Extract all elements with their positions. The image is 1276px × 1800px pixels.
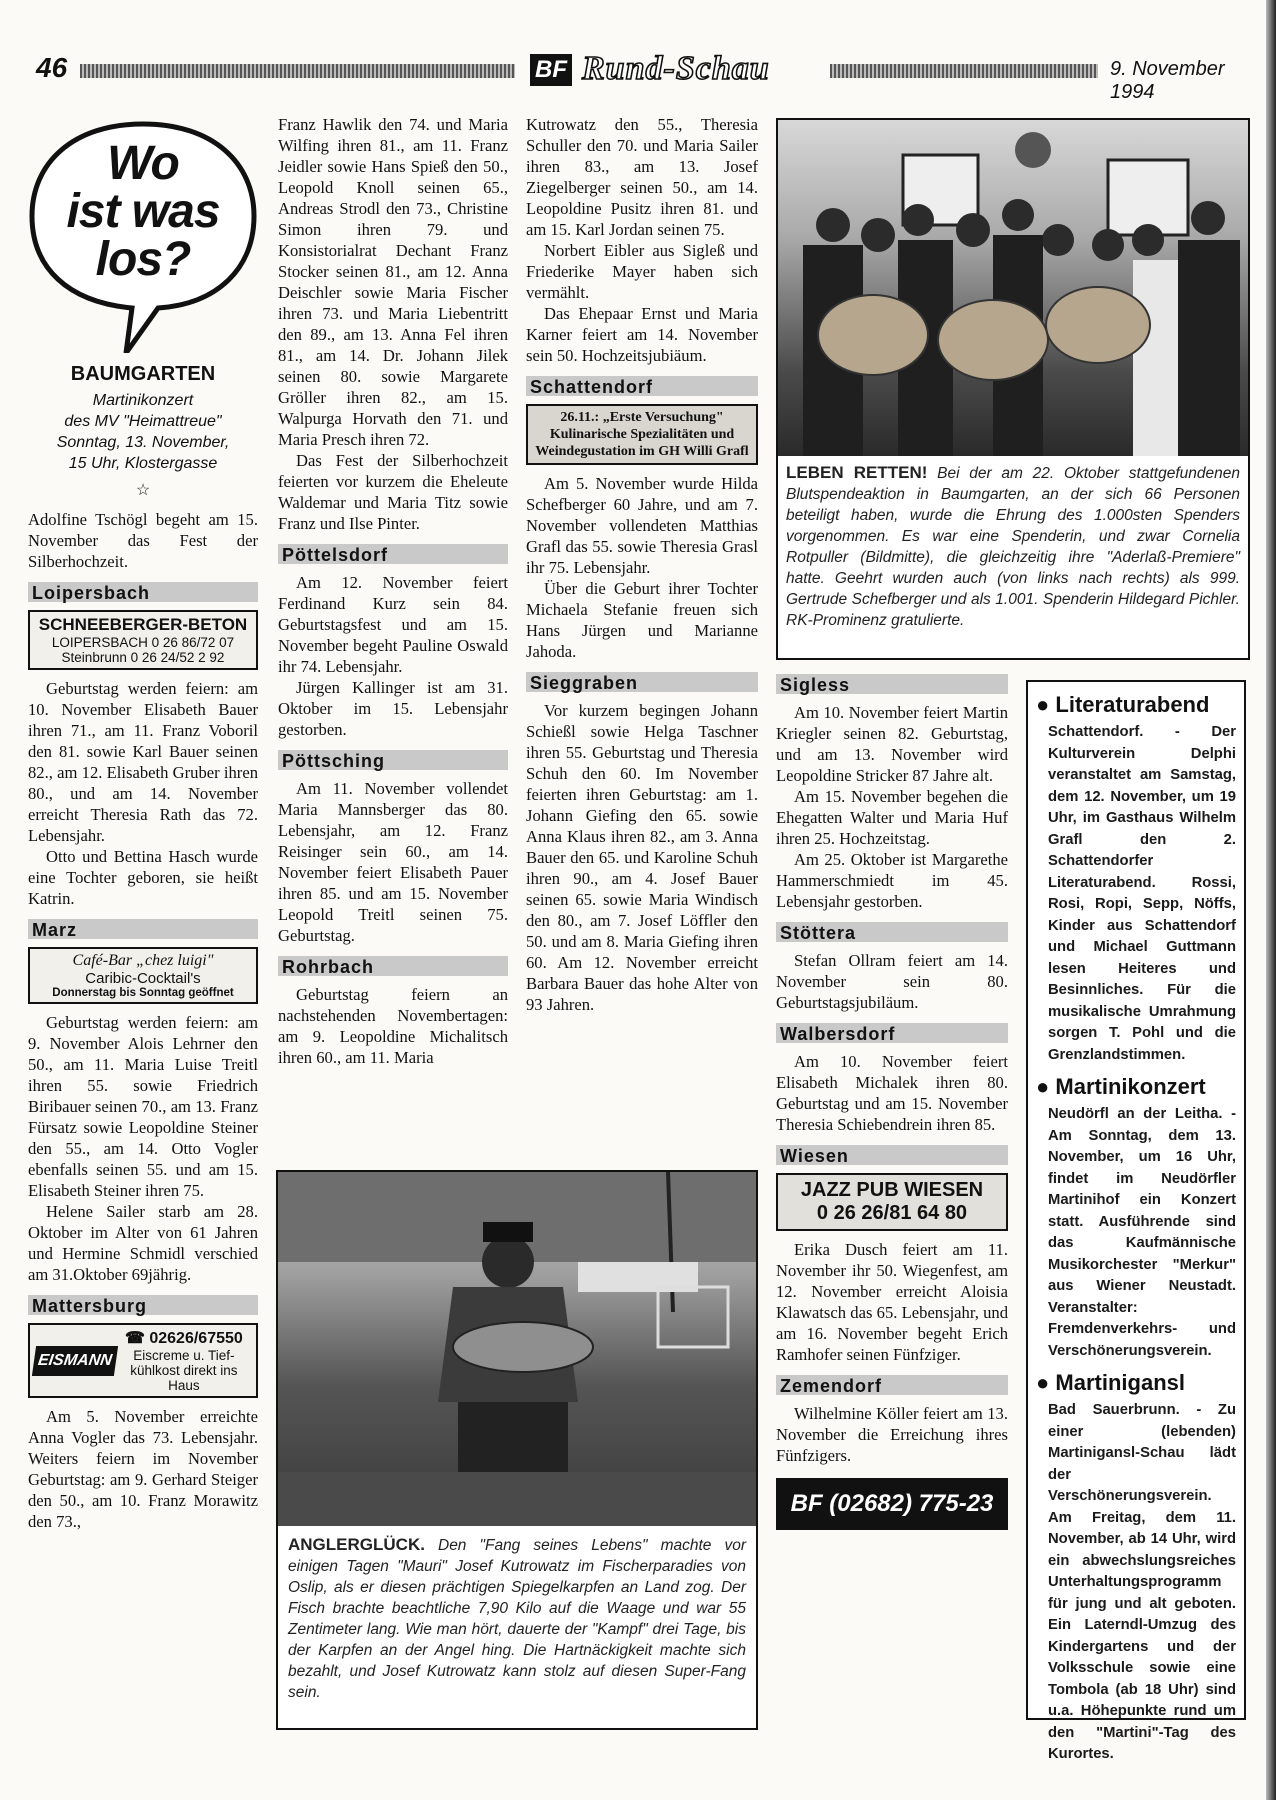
bubble-line-3: los?	[95, 233, 191, 286]
section-loipersbach: Loipersbach	[28, 582, 258, 602]
bubble-line-2: ist was	[66, 185, 220, 238]
event-heading: ● Literaturabend	[1036, 692, 1210, 717]
section-rohrbach: Rohrbach	[278, 956, 508, 976]
angler-photo-illustration	[278, 1172, 756, 1526]
zemendorf-paragraph: Wilhelmine Köller feiert am 13. November die Erreichung ihres Fünfzigers.	[776, 1404, 1008, 1465]
header-rule-left	[80, 64, 515, 78]
section-mattersburg: Mattersburg	[28, 1295, 258, 1315]
bubble-line-1: Wo	[107, 137, 179, 190]
poettelsdorf-paragraph: Jürgen Kallinger ist am 31. Oktober im 15. Lebensjahr gestorben.	[278, 678, 508, 739]
wiesen-paragraph: Erika Dusch feiert am 11. November ihr 50. Wiegenfest, am 12. November erreicht Aloisia Klawatsch das 65. Lebensjahr, und am 16. November begeht Erich Ramhofer seinen Fünfziger.	[776, 1240, 1008, 1364]
col3-paragraph: Das Ehepaar Ernst und Maria Karner feiert am 14. November sein 50. Hochzeitsjubiäum.	[526, 304, 758, 365]
logo-text: Rund-Schau	[582, 50, 770, 87]
baumgarten-event	[28, 390, 258, 474]
event-text: Neudörfl an der Leitha. - Am Sonntag, dem 13. November, um 16 Uhr, findet im Neudörfler Martinihof ein Konzert statt. Ausführende sind das Kaufmännische Musikorchester "Merkur" aus Wiener Neustadt. Veranstalter: Fremdenverkehrs- und Verschönerungsverein.	[1048, 1106, 1236, 1359]
ad-line: Donnerstag bis Sonntag geöffnet	[52, 987, 234, 999]
page-number: 46	[36, 52, 68, 83]
events-box	[1026, 680, 1246, 1762]
section-schattendorf: Schattendorf	[526, 376, 758, 396]
ad-script: Café-Bar „chez luigi"	[72, 952, 214, 969]
logo-badge: BF	[530, 54, 572, 86]
event-line: Sonntag, 13. November,	[56, 434, 230, 451]
event-line: des MV "Heimattreue"	[64, 413, 222, 430]
ad-line: Eiscreme u. Tief-	[133, 1348, 235, 1363]
col2-paragraph: Das Fest der Silberhochzeit feierten vor kurzem die Eheleute Waldemar und Maria Titz sowie Franz und Ilse Pinter.	[278, 451, 508, 533]
photo-angler	[278, 1172, 756, 1526]
marz-paragraph: Helene Sailer starb am 28. Oktober im Alter von 61 Jahren und Hermine Schmidl verschied am 31.Oktober 69jährig.	[28, 1202, 258, 1284]
ad-line: Steinbrunn 0 26 24/52 2 92	[61, 650, 225, 665]
marz-paragraph: Geburtstag werden feiern: am 9. November Alois Lehrner den 50., am 11. Maria Luise Treitl ihren 55. sowie Friedrich Biribauer seinen 70., am 13. Franz Fürsatz sowie Leopoldine Steiner den 55., am 14. Otto Vogler ebenfalls seinen 55. und am 15. Elisabeth Steiner ihren 75.	[28, 1013, 258, 1200]
col3-paragraph: Kutrowatz den 55., Theresia Schuller den 70. und Maria Sailer ihren 83., am 13. Josef Ziegelberger seinen 50., am 14. Leopoldine Pusitz ihren 81. und am 15. Karl Jordan seinen 75.	[526, 115, 758, 239]
ad-line: 26.11.: „Erste Versuchung"	[560, 410, 724, 425]
logo	[530, 52, 820, 90]
caption-title: ANGLERGLÜCK.	[288, 1535, 425, 1554]
ad-line: LOIPERSBACH 0 26 86/72 07	[51, 635, 235, 650]
ad-jazz-pub	[776, 1173, 1008, 1231]
ad-line: Weindegustation im GH Willi Grafl	[535, 444, 749, 459]
sigless-paragraph: Am 15. November begehen die Ehegatten Walter und Maria Huf ihren 25. Hochzeitstag.	[776, 787, 1008, 848]
column-1	[28, 118, 258, 1532]
ad-schneeberger	[28, 610, 258, 670]
poettsching-paragraph: Am 11. November vollendet Maria Mannsberger das 80. Lebensjahr, am 12. Franz Reisinger sein 60., am 14. November feiert Elisabeth Pauer ihren 85. und am 15. November Leopold Treitl seinen 75. Geburtstag.	[278, 779, 508, 945]
star-divider: ☆	[135, 480, 151, 499]
event-line: 15 Uhr, Klostergasse	[68, 455, 218, 472]
section-poettelsdorf: Pöttelsdorf	[278, 544, 508, 564]
section-zemendorf: Zemendorf	[776, 1375, 1008, 1395]
event-title: Literaturabend	[1055, 692, 1210, 717]
event-line: Martinikonzert	[92, 392, 194, 409]
schattendorf-paragraph: Über die Geburt ihrer Tochter Michaela Stefanie freuen sich Hans Jürgen und Marianne Jahoda.	[526, 579, 758, 661]
ad-eismann	[28, 1323, 258, 1398]
ad-title: JAZZ PUB WIESEN	[800, 1179, 984, 1201]
column-3	[526, 114, 758, 1015]
column-2	[278, 114, 508, 1068]
poettelsdorf-paragraph: Am 12. November feiert Ferdinand Kurz sein 84. Geburtstagsfest und am 15. November begeht Pauline Oswald ihr 74. Lebensjahr.	[278, 573, 508, 676]
loipersbach-paragraph: Otto und Bettina Hasch wurde eine Tochter geboren, sie heißt Katrin.	[28, 847, 258, 908]
ad-bf-phone: BF (02682) 775-23	[776, 1478, 1008, 1530]
section-marz: Marz	[28, 919, 258, 939]
speech-bubble	[28, 118, 258, 353]
event-title: Martinikonzert	[1055, 1074, 1206, 1099]
loipersbach-paragraph: Geburtstag werden feiern: am 10. November Elisabeth Bauer ihren 71., am 11. Franz Voboril den 81. sowie Karl Bauer seinen 82., am 12. Elisabeth Gruber ihren 80., und am 14. November erreicht Theresia Rath das 72. Lebensjahr.	[28, 679, 258, 845]
sieggraben-paragraph: Vor kurzem begingen Johann Schießl sowie Helga Taschner ihren 55. Geburtstag und Theresia Schuh den 60. Im November feierten ihren Geburtstag: am 1. Johann Giefing den 65. sowie Anna Klaus ihren 82., am 3. Anna Bauer den 65. und Karoline Schuh ihren 90., am 4. Josef Bauer seinen 65. sowie Maria Windisch den 80., am 7. Josef Löffler den 50. und am 8. Maria Giefing ihren 60. Am 12. November erreicht Barbara Bauer das hohe Alter von 93 Jahren.	[526, 701, 758, 1014]
photo-angler-caption	[278, 1526, 756, 1703]
photo-blood-donation-frame	[776, 118, 1250, 660]
header-rule-right	[830, 64, 1098, 78]
section-wiesen: Wiesen	[776, 1145, 1008, 1165]
bubble-text	[28, 137, 258, 286]
photo-angler-frame	[276, 1170, 758, 1730]
sigless-paragraph: Am 25. Oktober ist Margarethe Hammerschmiedt im 45. Lebensjahr gestorben.	[776, 850, 1008, 911]
ad-phone: ☎ 02626/67550	[124, 1330, 243, 1347]
baumgarten-paragraph: Adolfine Tschögl begeht am 15. November das Fest der Silberhochzeit.	[28, 510, 258, 571]
event-text: Schattendorf. - Der Kulturverein Delphi veranstaltet am Samstag, dem 12. November, um 19 Uhr, im Gasthaus Wilhelm Grafl den 2. Schattendorfer Literaturabend. Rossi, Rosi, Ropi, Sepp, Nöffs, Kinder aus Schattendorf und Michael Guttmann lesen Heiteres und Besinnliches. Für die musikalische Umrahmung sorgen T. Pohl und die Grenzlandstimmen.	[1048, 724, 1236, 1063]
section-sigless: Sigless	[776, 674, 1008, 694]
photo-blood-donation-caption	[778, 456, 1248, 631]
caption-text: Den "Fang seines Lebens" machte vor einigen Tagen "Mauri" Josef Kutrowatz im Fischerparadies von Oslip, als er diesen prächtigen Spiegelkarpfen an Land zog. Der Fisch brachte beachtliche 7,90 Kilo auf die Waage und war 55 Zentimeter lang. Wie man hört, dauerte der "Kampf" drei Tage, bis der Karpfen an der Angel hing. Die Hartnäckigkeit machte sich bezahlt, und Josef Kutrowatz kann stolz auf diesen Super-Fang sein.	[288, 1537, 746, 1701]
page-edge	[1266, 0, 1276, 1800]
event-item	[1036, 1370, 1236, 1766]
event-item	[1036, 1074, 1236, 1362]
mattersburg-paragraph: Am 5. November erreichte Anna Vogler das 73. Lebensjahr. Weiters feiern im November Geburtstag: am 9. Gerhard Steiger den 50., am 10. Franz Morawitz den 73.,	[28, 1407, 258, 1531]
event-item	[1036, 692, 1236, 1066]
caption-text: Bei der am 22. Oktober stattgefundenen Blutspendeaktion in Baumgarten, an der sich 66 Personen beteiligt haben, wurde die Ehrung des 1.000sten Spenders vorgenommen. Es war eine Spenderin, und zwar Cornelia Rotpuller (Bildmitte), die gleichzeitig ihre "Aderlaß-Premiere" hatte. Geehrt wurden auch (von links nach rechts) als 999. Gertrude Schefberger und als 1.001. Spenderin Hildegard Pichler. RK-Prominenz gratulierte.	[786, 465, 1240, 629]
ad-title: Caribic-Cocktail's	[85, 970, 201, 987]
event-title: Martinigansl	[1055, 1370, 1185, 1395]
event-heading: ● Martinikonzert	[1036, 1074, 1206, 1099]
section-walbersdorf: Walbersdorf	[776, 1023, 1008, 1043]
rohrbach-paragraph: Geburtstag feiern an nachstehenden Novembertagen: am 9. Leopoldine Michalitsch ihren 60., am 11. Maria	[278, 985, 508, 1067]
ad-title: SCHNEEBERGER-BETON	[38, 615, 248, 634]
baumgarten-heading: BAUMGARTEN	[70, 363, 216, 385]
sigless-paragraph: Am 10. November feiert Martin Kriegler seinen 82. Geburtstag, und am 13. November wird Leopoldine Stricker 87 Jahre alt.	[776, 703, 1008, 785]
column-4	[776, 670, 1008, 1530]
schattendorf-paragraph: Am 5. November wurde Hilda Schefberger 60 Jahre, und am 7. November vollendeten Matthias Grafl das 55. sowie Theresia Grasl ihr 75. Lebensjahr.	[526, 474, 758, 577]
event-heading: ● Martinigansl	[1036, 1370, 1185, 1395]
ad-phone: 0 26 26/81 64 80	[816, 1202, 968, 1224]
ad-caribic	[28, 947, 258, 1004]
caption-title: LEBEN RETTEN!	[786, 463, 928, 482]
photo-blood-donation	[778, 120, 1248, 456]
walbersdorf-paragraph: Am 10. November feiert Elisabeth Michalek ihren 80. Geburtstag und am 15. November Theresia Schiebendrein ihren 85.	[776, 1052, 1008, 1134]
event-text: Bad Sauerbrunn. - Zu einer (lebenden) Martinigansl-Schau lädt der Verschönerungsverein. Am Freitag, dem 11. November, ab 14 Uhr, wird ein abwechslungsreiches Unterhaltungsprogramm für jung und alt geboten. Ein Laterndl-Umzug des Kindergartens und der Volksschule sowie eine Tombola (ab 18 Uhr) sind u.a. Höhepunkte rund um den "Martini"-Tag des Kurortes.	[1048, 1402, 1236, 1762]
ad-line: kühlkost direkt ins Haus	[130, 1363, 238, 1393]
section-sieggraben: Sieggraben	[526, 672, 758, 692]
issue-date: 9. November 1994	[1110, 58, 1225, 103]
ad-line: Kulinarische Spezialitäten und	[549, 427, 735, 442]
col3-paragraph: Norbert Eibler aus Sigleß und Friederike Mayer haben sich vermählt.	[526, 241, 758, 302]
eismann-logo: EISMANN	[32, 1346, 118, 1376]
ad-grafl	[526, 404, 758, 465]
col2-paragraph: Franz Hawlik den 74. und Maria Wilfing ihren 81., am 11. Franz Jeidler sowie Hans Spieß den 50., Leopold Knoll seinen 65., Andreas Strodl den 73., Christine Simon ihren 79. und Konsistorialrat Dechant Franz Stocker seinen 81., am 12. Anna Deischler sowie Maria Fischer ihren 73. und Maria Liebentritt den 89., am 13. Anna Fel ihren 81., am 14. Dr. Johann Jilek seinen 80. sowie Margarete Gröller ihren 82., am 15. Walpurga Horvath den 71. und Maria Presch ihren 72.	[278, 115, 508, 449]
section-stoettera: Stöttera	[776, 922, 1008, 942]
group-photo-illustration	[778, 120, 1248, 456]
page-header	[30, 50, 1266, 103]
stoettera-paragraph: Stefan Ollram feiert am 14. November sein 80. Geburtstagsjubiläum.	[776, 951, 1008, 1012]
section-poettsching: Pöttsching	[278, 750, 508, 770]
